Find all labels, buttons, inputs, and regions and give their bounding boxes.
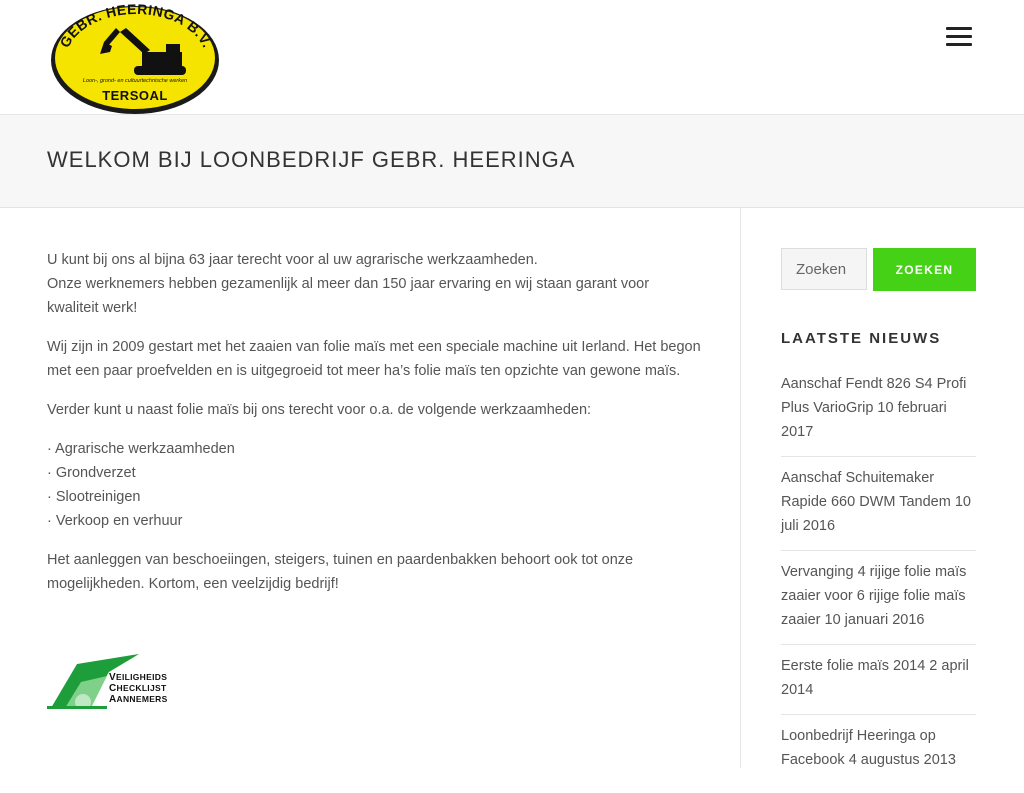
- menu-bar: [946, 27, 972, 30]
- search-button[interactable]: ZOEKEN: [873, 248, 976, 291]
- menu-bar: [946, 43, 972, 46]
- logo-top-text: GEBR. HEERINGA B.V.: [56, 2, 216, 51]
- vca-initial-c: C: [109, 683, 117, 694]
- news-link[interactable]: Aanschaf Fendt 826 S4 Profi Plus VarioGrip 10 februari 2017: [781, 376, 967, 440]
- company-logo[interactable]: [48, 2, 222, 116]
- logo-tagline: Loon-, grond- en cultuurtechnische werken: [82, 78, 188, 84]
- service-item: · Slootreinigen: [47, 489, 141, 505]
- services-intro-paragraph: Verder kunt u naast folie maïs bij ons terecht voor o.a. de volgende werkzaamheden:: [47, 402, 592, 418]
- news-item: [781, 466, 976, 551]
- services-list: [47, 437, 702, 533]
- vca-logo: [47, 650, 173, 712]
- vca-initial-a: A: [109, 694, 117, 705]
- hamburger-menu-icon[interactable]: [946, 27, 972, 47]
- vca-word-checklijst: HECKLIJST: [116, 683, 167, 693]
- main-content: [47, 248, 702, 611]
- service-item: · Grondverzet: [47, 465, 136, 481]
- latest-news-title: LAATSTE NIEUWS: [781, 330, 942, 347]
- intro-line-2: Onze werknemers hebben gezamenlijk al meer dan 150 jaar ervaring en wij staan garant voor kwaliteit werk!: [47, 276, 650, 316]
- news-link[interactable]: Eerste folie maïs 2014 2 april 2014: [781, 658, 969, 698]
- page-title: WELKOM BIJ LOONBEDRIJF GEBR. HEERINGA: [47, 147, 576, 172]
- news-item: [781, 724, 976, 784]
- service-item: · Agrarische werkzaamheden: [47, 441, 235, 457]
- page-title-band: [0, 115, 1024, 208]
- vca-word-veiligheids: EILIGHEIDS: [115, 672, 168, 682]
- intro-line-1: U kunt bij ons al bijna 63 jaar terecht voor al uw agrarische werkzaamheden.: [47, 252, 538, 268]
- vca-word-aannemers: ANNEMERS: [116, 694, 168, 704]
- service-item: · Verkoop en verhuur: [47, 513, 183, 529]
- news-link[interactable]: Loonbedrijf Heeringa op Facebook 4 augustus 2013: [781, 728, 956, 768]
- intro-paragraph: [47, 248, 702, 320]
- site-header: [0, 0, 1024, 115]
- logo-bottom-text: TERSOAL: [102, 88, 168, 103]
- menu-bar: [946, 35, 972, 38]
- search-input[interactable]: [781, 248, 867, 290]
- closing-paragraph: Het aanleggen van beschoeiingen, steigers, tuinen en paardenbakken behoort ook tot onze mogelijkheden. Kortom, een veelzijdig bedrijf!: [47, 552, 634, 592]
- sidebar-divider: [740, 208, 741, 768]
- news-link[interactable]: Vervanging 4 rijige folie maïs zaaier voor 6 rijige folie maïs zaaier 10 januari 2016: [781, 564, 967, 628]
- news-item: [781, 372, 976, 457]
- vca-text: [109, 672, 168, 705]
- news-item: [781, 654, 976, 715]
- latest-news-list: [781, 372, 976, 793]
- news-link[interactable]: Aanschaf Schuitemaker Rapide 660 DWM Tandem 10 juli 2016: [781, 470, 971, 534]
- folie-mais-paragraph: Wij zijn in 2009 gestart met het zaaien van folie maïs met een speciale machine uit Ierland. Het begon met een paar proefvelden en is uitgegroeid tot meer ha’s folie maïs ten opzichte van gewone maïs.: [47, 339, 701, 379]
- vca-initial-v: V: [109, 672, 116, 683]
- news-item: [781, 560, 976, 645]
